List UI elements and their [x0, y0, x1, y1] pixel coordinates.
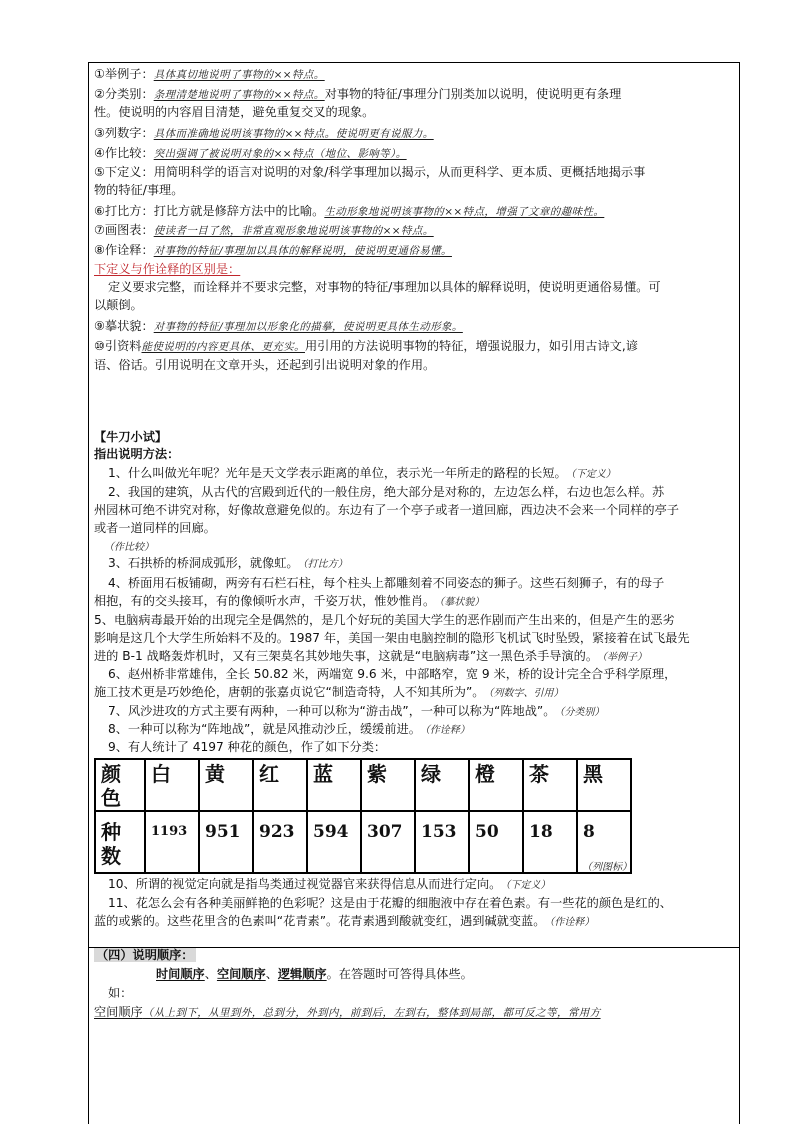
question-4: 4、桥面用石板铺砌，两旁有石栏石柱，每个柱头上都雕刻着不同姿态的狮子。这些石刻狮子，有的母子: [108, 576, 665, 590]
table-header-char: 种: [101, 820, 121, 844]
method-2-cont: 性。使说明的内容眉目清楚，避免重复交叉的现象。: [94, 105, 375, 119]
table-cell: 951: [199, 811, 253, 873]
question-text: 10、所谓的视觉定向就是指鸟类通过视觉器官来获得信息从而进行定向。: [108, 877, 502, 891]
question-3: [108, 555, 750, 573]
method-6: [94, 203, 736, 221]
question-6: 6、赵州桥非常雄伟，全长 50.82 米，两端宽 9.6 米，中部略窄，宽 9 米，桥的设计完全合乎科学原理，: [108, 667, 677, 681]
question-answer: （下定义）: [505, 880, 551, 891]
table-cell: 蓝: [307, 759, 361, 811]
difference-heading: [94, 261, 736, 278]
table-header-cell: [95, 759, 145, 811]
question-4-cont: [94, 593, 736, 611]
method-label: ③列数字：: [94, 126, 154, 140]
method-label: ②分类别：: [94, 87, 154, 101]
question-11: 11、花怎么会有各种美丽鲜艳的色彩呢？这是由于花瓣的细胞液中存在着色素。有一些花的颜色是红的、: [108, 896, 672, 910]
method-label: ①举例子：: [94, 67, 154, 81]
question-5-cont: [94, 648, 736, 666]
section-4-title: [94, 947, 736, 964]
question-text: 7、风沙进攻的方式主要有两种，一种可以称为“游击战”，一种可以称为“阵地战”。: [108, 704, 556, 718]
question-text: 施工技术更是巧妙绝伦，唐朝的张嘉贞说它“制造奇特，人不知其所为”。: [94, 685, 485, 699]
question-answer: （分类别）: [559, 707, 605, 718]
flower-color-table: [94, 758, 632, 874]
table-cell: 594: [307, 811, 361, 873]
question-text: 3、石拱桥的桥洞成弧形，就像虹。: [108, 556, 299, 570]
table-cell: 橙: [469, 759, 523, 811]
method-4: [94, 145, 736, 163]
question-5: 5、电脑病毒最开始的出现完全是偶然的，是几个好玩的美国大学生的恶作剧而产生出来的，但是产生的恶劣: [94, 613, 675, 627]
table-cell: 153: [415, 811, 469, 873]
question-5-cont: 影响是这几个大学生所始料不及的。1987 年，美国一架由电脑控制的隐形飞机试飞时坠毁，紧接着在试飞最先: [94, 631, 690, 645]
question-answer: （作比较）: [104, 542, 154, 553]
table-cell: 307: [361, 811, 415, 873]
question-text: 8、一种可以称为“阵地战”，就是风推动沙丘，缓缓前进。: [108, 722, 421, 736]
question-2: 2、我国的建筑，从古代的宫殿到近代的一般住房，绝大部分是对称的，左边怎么样，右边也怎么样。苏: [108, 485, 665, 499]
space-order: 空间顺序: [216, 967, 266, 981]
method-9: [94, 318, 736, 336]
question-10: [108, 876, 750, 894]
question-1: [108, 465, 750, 483]
table-header-char: 数: [101, 844, 121, 868]
question-7: [108, 703, 750, 721]
method-10-cont: 语、俗话。引用说明在文章开头，还起到引出说明对象的作用。: [94, 358, 436, 372]
method-handwritten-desc: 使读者一目了然，非常直观形象地说明该事物的××特点。: [153, 225, 434, 237]
method-label: ④作比较：: [94, 146, 154, 160]
question-2-answer: [100, 538, 742, 556]
table-cell: 18: [523, 811, 577, 873]
table-cell: 8: [577, 811, 631, 873]
table-row: [95, 759, 631, 811]
table-cell: 茶: [523, 759, 577, 811]
question-6-cont: [94, 684, 736, 702]
question-answer: （摹状貌）: [439, 597, 485, 608]
question-2-cont: 或者一道同样的回廊。: [94, 521, 216, 535]
table-cell: 绿: [415, 759, 469, 811]
table-cell: 黑: [577, 759, 631, 811]
method-handwritten-desc: 对事物的特征/事理加以具体的解释说明，使说明更通俗易懂。: [153, 245, 452, 257]
method-8: [94, 242, 736, 260]
question-text: 进的 B-1 战略轰炸机时，又有三架莫名其妙地失事，这就是“电脑病毒”这一黑色杀手导演的。: [94, 649, 599, 663]
exercise-subtitle: 指出说明方法：: [94, 447, 180, 461]
method-label: ⑩引资料: [94, 339, 142, 353]
method-label: ⑦画图表：: [94, 223, 154, 237]
method-text: 对事物的特征/事理分门别类加以说明，使说明更有条理: [324, 87, 622, 101]
section-title-text: （四）说明顺序：: [96, 948, 194, 962]
question-2-cont: 州园林可绝不讲究对称，好像故意避免似的。东边有了一个亭子或者一道回廊，西边决不会来一个同样的亭子: [94, 503, 679, 517]
method-10: [94, 338, 736, 356]
question-text: 1、什么叫做光年呢？光年是天文学表示距离的单位，表示光一年所走的路程的长短。: [108, 466, 567, 480]
method-handwritten-desc: 具体而准确地说明该事物的××特点。使说明更有说服力。: [153, 128, 434, 140]
question-answer: （下定义）: [570, 469, 616, 480]
question-answer: （举例子）: [602, 652, 648, 663]
table-cell: 50: [469, 811, 523, 873]
table-row: [95, 811, 631, 873]
method-label: ⑨摹状貌：: [94, 319, 154, 333]
space-order-label: 空间顺序: [94, 1005, 143, 1019]
method-5-cont: 物的特征/事理。: [94, 183, 184, 197]
table-header-char: 色: [101, 786, 121, 810]
table-cell: 黄: [199, 759, 253, 811]
difference-heading-text: 下定义与作诠释的区别是：: [94, 262, 241, 276]
method-2: [94, 86, 736, 104]
space-order-line: [94, 1004, 736, 1022]
example-label: 如：: [108, 986, 133, 1000]
table-cell: 紫: [361, 759, 415, 811]
table-cell: 红: [253, 759, 307, 811]
method-handwritten-desc: 具体真切地说明了事物的××特点。: [153, 69, 325, 81]
table-cell: 923: [253, 811, 307, 873]
method-handwritten-desc: 对事物的特征/事理加以形象化的描摹，使说明更具体生动形象。: [153, 321, 463, 333]
question-answer: （作诠释）: [424, 725, 470, 736]
method-7: [94, 222, 736, 240]
method-label: ⑧作诠释：: [94, 243, 154, 257]
question-answer: （列数字、引用）: [488, 688, 564, 699]
method-handwritten-desc: 生动形象地说明该事物的××特点，增强了文章的趣味性。: [324, 206, 605, 218]
question-answer: （作诠释）: [549, 917, 595, 928]
method-handwritten-desc: 条理清楚地说明了事物的××特点。: [153, 89, 325, 101]
method-1: [94, 66, 736, 84]
table-header-char: 颜: [101, 762, 121, 786]
method-handwritten-desc: 突出强调了被说明对象的××特点（地位、影响等）。: [153, 148, 407, 160]
question-8: [108, 721, 750, 739]
order-types: 时间顺序、空间顺序、逻辑顺序。在答题时可答得具体些。: [156, 967, 473, 981]
difference-text-cont: 以颠倒。: [94, 298, 143, 312]
time-order: 时间顺序: [156, 967, 205, 981]
method-label: ⑤下定义：: [94, 165, 154, 179]
question-9: 9、有人统计了 4197 种花的颜色，作了如下分类：: [108, 740, 387, 754]
method-3: [94, 125, 736, 143]
question-text: 相抱，有的交头接耳，有的像倾听水声，千姿万状，惟妙惟肖。: [94, 594, 436, 608]
method-text: 用引用的方法说明事物的特征，增强说服力，如引用古诗文,谚: [305, 339, 638, 353]
method-handwritten-desc: 能使说明的内容更具体、更充实。: [141, 341, 305, 353]
table-cell: 白: [145, 759, 199, 811]
question-11-cont: [94, 913, 736, 931]
exercise-title: 【牛刀小试】: [94, 430, 168, 444]
space-order-desc: （从上到下，从里到外，总到分，外到内，前到后，左到右，整体到局部，都可反之等，常用方: [142, 1007, 601, 1019]
method-label: ⑥打比方：: [94, 204, 154, 218]
order-tail: 。在答题时可答得具体些。: [326, 967, 473, 981]
table-cell: 1193: [145, 811, 199, 873]
question-answer: （打比方）: [302, 559, 348, 570]
method-5: [94, 164, 736, 181]
question-text: 蓝的或紫的。这些花里含的色素叫“花青素”。花青素遇到酸就变红，遇到碱就变蓝。: [94, 914, 546, 928]
table-answer: （列图标）: [582, 862, 632, 873]
method-text: 打比方就是修辞方法中的比喻。: [153, 204, 325, 218]
logic-order: 逻辑顺序: [277, 967, 327, 981]
method-text: 用简明科学的语言对说明的对象/科学事理加以揭示，从而更科学、更本质、更概括地揭示事: [153, 165, 646, 179]
difference-text: 定义要求完整，而诠释并不要求完整，对事物的特征/事理加以具体的解释说明，使说明更通俗易懂。可: [108, 280, 661, 294]
table-header-cell: [95, 811, 145, 873]
